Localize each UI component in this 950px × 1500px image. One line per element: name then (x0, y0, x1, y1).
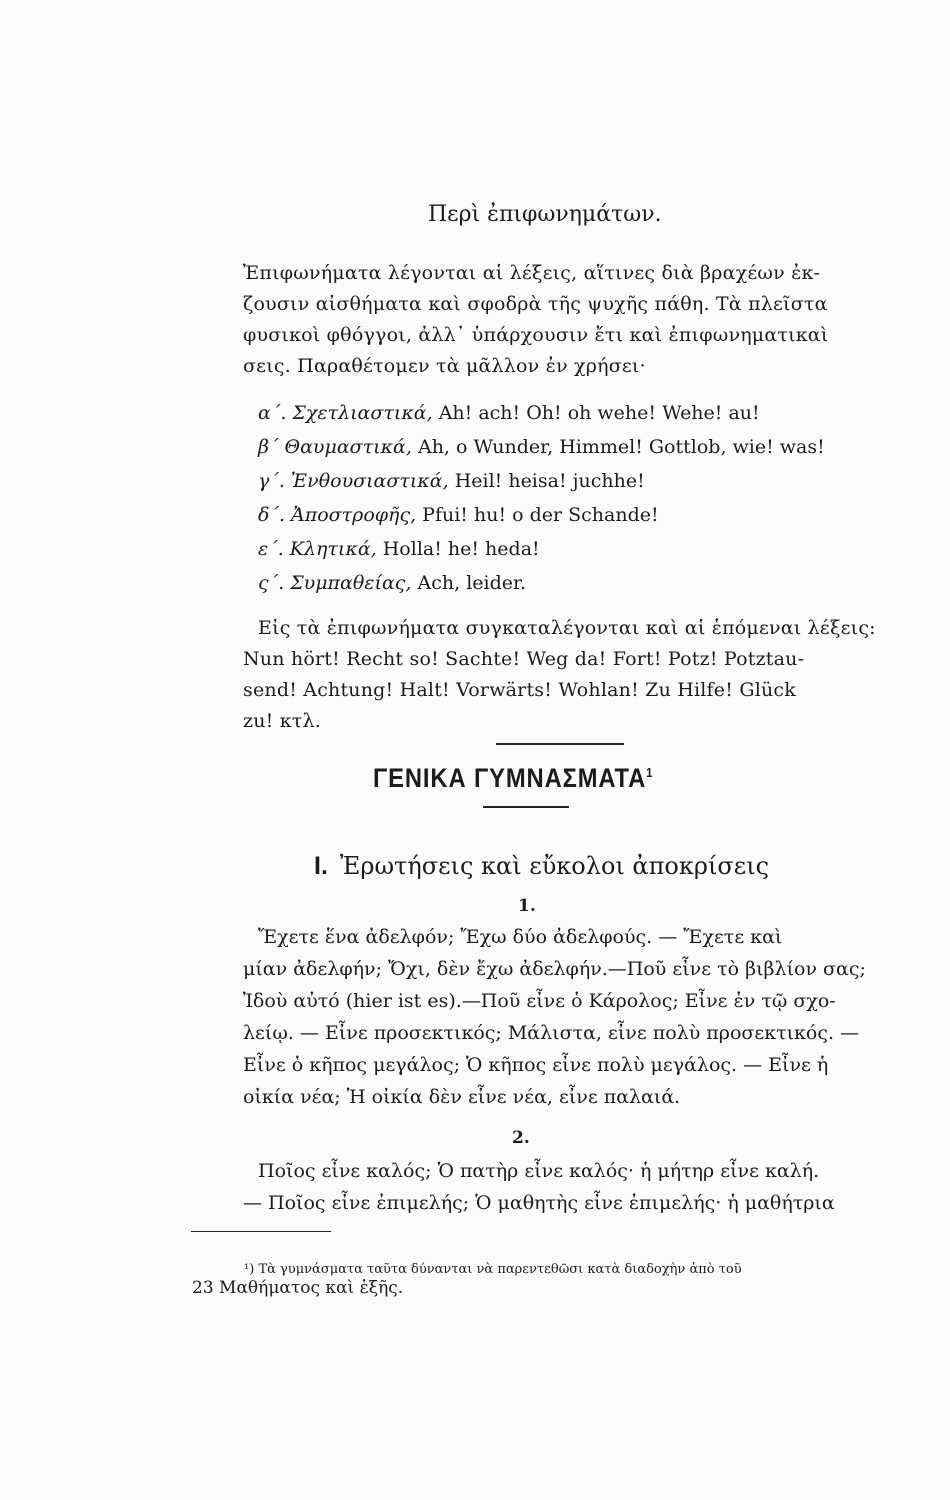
interjection-category (258, 436, 825, 458)
footnote-text: Τὰ γυμνάσματα ταῦτα δύνανται νὰ παρεντεθῶσι κατὰ διαδοχὴν ἀπὸ τοῦ (258, 1262, 742, 1277)
category-examples: Ach, leider. (417, 572, 527, 594)
exercise-line: Ἔχετε ἕνα ἀδελφόν; Ἔχω δύο ἀδελφούς. — Ἔχετε καὶ (258, 926, 783, 948)
category-label: γ΄. Ἐνθουσιαστικά, (258, 470, 449, 492)
exercises-title (373, 763, 653, 794)
exercise-line: Ἰδοὺ αὐτό (hier ist es).—Ποῦ εἶνε ὁ Κάρολος; Εἶνε ἐν τῷ σχο- (243, 990, 836, 1012)
footnote-line: 23 Μαθήματος καὶ ἑξῆς. (192, 1278, 404, 1298)
exercise-line: Ποῖος εἶνε καλός; Ὁ πατὴρ εἶνε καλός· ἡ μήτηρ εἶνε καλή. (258, 1160, 820, 1182)
interjection-category (258, 402, 760, 424)
subsection-heading (314, 852, 769, 881)
category-examples: Heil! heisa! juchhe! (454, 470, 645, 492)
interjection-category (258, 504, 659, 526)
category-label: α΄. Σχετλιαστικά, (258, 402, 433, 424)
exercise-line: — Ποῖος εἶνε ἐπιμελής; Ὁ μαθητὴς εἶνε ἐπιμελής· ἡ μαθήτρια (243, 1192, 835, 1214)
intro-line: φυσικοὶ φθόγγοι, ἀλλ᾽ ὑπάρχουσιν ἔτι καὶ ἐπιφωνηματικαὶ (243, 324, 829, 346)
category-examples: Pfui! hu! o der Schande! (422, 504, 659, 526)
exercise-number: 1. (518, 896, 536, 916)
exercise-line: λείῳ. — Εἶνε προσεκτικός; Μάλιστα, εἶνε πολὺ προσεκτικός. — (243, 1022, 860, 1044)
category-examples: Ah! ach! Oh! oh wehe! Wehe! au! (438, 402, 760, 424)
footnote-marker: 1 (646, 765, 654, 780)
also-line: Εἰς τὰ ἐπιφωνήματα συγκαταλέγονται καὶ αἱ ἑπόμεναι λέξεις: (258, 617, 876, 639)
also-line: send! Achtung! Halt! Vorwärts! Wohlan! Zu Hilfe! Glück (243, 679, 796, 701)
divider-rule (483, 806, 569, 808)
category-label: ς΄. Συμπαθείας, (258, 572, 412, 594)
footnote-line (244, 1262, 742, 1277)
divider-rule (496, 743, 624, 745)
exercise-number: 2. (512, 1128, 530, 1148)
footnote-mark: ¹) (244, 1262, 255, 1277)
also-line: Nun hört! Recht so! Sachte! Weg da! Fort! Potz! Potztau- (243, 648, 805, 670)
section-heading: Περὶ ἐπιφωνημάτων. (428, 202, 662, 227)
subsection-numeral: I. (314, 852, 328, 880)
also-line: zu! κτλ. (243, 710, 321, 732)
exercises-title-text: ΓΕΝΙΚΑ ΓΥΜΝΑΣΜΑΤΑ (373, 763, 647, 793)
category-label: δ΄. Ἀποστροφῆς, (258, 504, 417, 526)
intro-line: σεις. Παραθέτομεν τὰ μᾶλλον ἐν χρήσει· (243, 355, 646, 377)
category-label: β΄ Θαυμαστικά, (258, 436, 412, 458)
footnote-rule (191, 1231, 331, 1232)
exercise-line: μίαν ἀδελφήν; Ὄχι, δὲν ἔχω ἀδελφήν.—Ποῦ εἶνε τὸ βιβλίον σας; (243, 958, 866, 980)
category-examples: Ah, o Wunder, Himmel! Gottlob, wie! was! (417, 436, 825, 458)
exercise-line: Εἶνε ὁ κῆπος μεγάλος; Ὁ κῆπος εἶνε πολὺ μεγάλος. — Εἶνε ἡ (243, 1054, 829, 1076)
intro-line: ζουσιν αἰσθήματα καὶ σφοδρὰ τῆς ψυχῆς πάθη. Τὰ πλεῖστα (243, 293, 828, 315)
subsection-title: Ἐρωτήσεις καὶ εὔκολοι ἀποκρίσεις (339, 852, 770, 880)
interjection-category (258, 538, 540, 560)
category-examples: Holla! he! heda! (382, 538, 540, 560)
interjection-category (258, 572, 526, 594)
intro-line: Ἐπιφωνήματα λέγονται αἱ λέξεις, αἵτινες διὰ βραχέων ἐκ- (243, 262, 821, 284)
interjection-category (258, 470, 645, 492)
category-label: ε΄. Κλητικά, (258, 538, 377, 560)
exercise-line: οἰκία νέα; Ἡ οἰκία δὲν εἶνε νέα, εἶνε παλαιά. (243, 1086, 681, 1108)
